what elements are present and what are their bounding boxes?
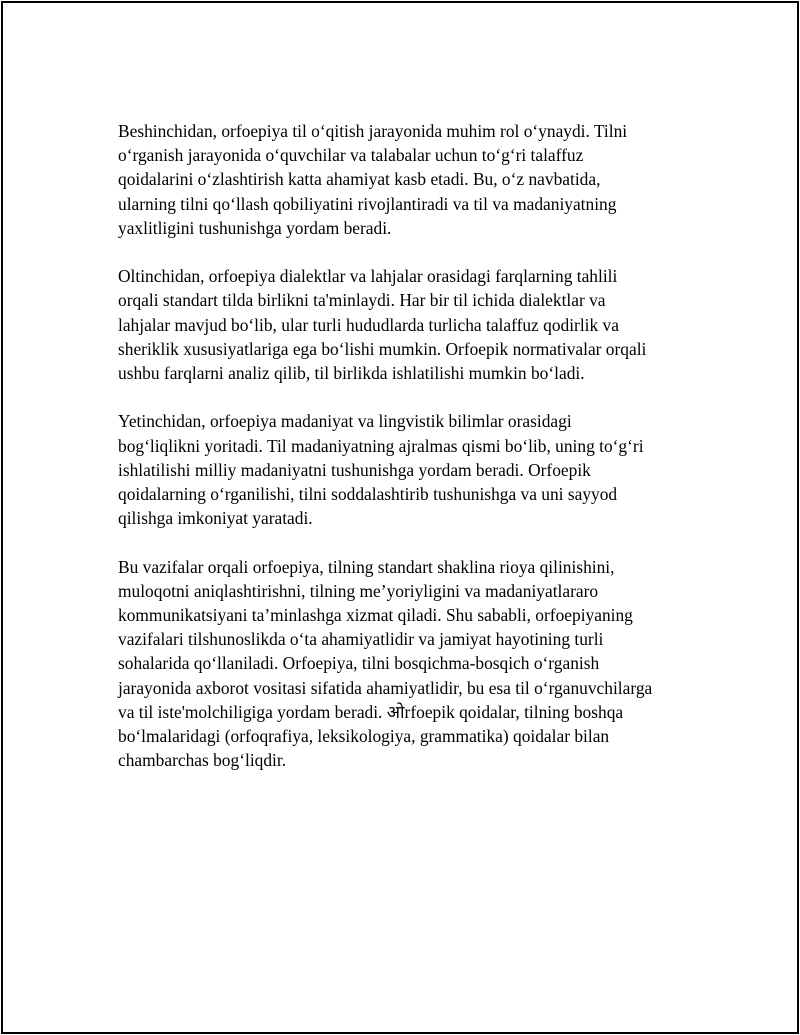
text-line: sheriklik xususiyatlariga ega boʻlishi mumkin. Orfoepik normativalar orqali	[118, 338, 647, 359]
text-line: lahjalar mavjud boʻlib, ular turli hududlarda turlicha talaffuz qodirlik va	[118, 314, 619, 335]
text-line: vazifalari tilshunoslikda oʻta ahamiyatlidir va jamiyat hayotining turli	[118, 629, 604, 650]
text-line: kommunikatsiyani ta’minlashga xizmat qiladi. Shu sababli, orfoepiyaning	[118, 605, 633, 626]
text-line: orqali standart tilda birlikni ta'minlaydi. Har bir til ichida dialektlar va	[118, 290, 606, 311]
text-line: oʻrganish jarayonida oʻquvchilar va talabalar uchun toʻgʻri talaffuz	[118, 145, 584, 166]
text-line: ularning tilni qoʻllash qobiliyatini rivojlantiradi va til va madaniyatning	[118, 193, 617, 214]
text-line: va til iste'molchiligiga yordam beradi. ओrfoepik qoidalar, tilning boshqa	[118, 701, 624, 722]
text-line: Beshinchidan, orfoepiya til oʻqitish jarayonida muhim rol oʻynaydi. Tilni	[118, 121, 628, 141]
text-line: qoidalarning oʻrganilishi, tilni soddalashtirib tushunishga va uni sayyod	[118, 484, 618, 505]
text-line: muloqotni aniqlashtirishni, tilning me’yoriyligini va madaniyatlararo	[118, 580, 599, 601]
document-body	[118, 119, 708, 797]
text-line: qilishga imkoniyat yaratadi.	[118, 508, 313, 529]
text-line: ushbu farqlarni analiz qilib, til birlikda ishlatilishi mumkin boʻladi.	[118, 363, 585, 384]
text-line: Bu vazifalar orqali orfoepiya, tilning standart shaklina rioya qilinishini,	[118, 556, 615, 577]
text-line: ishlatilishi milliy madaniyatni tushunishga yordam beradi. Orfoepik	[118, 459, 591, 480]
text-line: chambarchas bogʻliqdir.	[118, 750, 287, 771]
paragraph-1	[118, 119, 708, 240]
text-line: sohalarida qoʻllaniladi. Orfoepiya, tilni bosqichma-bosqich oʻrganish	[118, 653, 600, 674]
paragraph-3	[118, 409, 708, 530]
text-line: qoidalarini oʻzlashtirish katta ahamiyat kasb etadi. Bu, oʻz navbatida,	[118, 169, 601, 190]
paragraph-4	[118, 555, 708, 773]
text-line: Oltinchidan, orfoepiya dialektlar va lahjalar orasidagi farqlarning tahlili	[118, 266, 618, 287]
text-line: Yetinchidan, orfoepiya madaniyat va lingvistik bilimlar orasidagi	[118, 411, 572, 432]
text-line: jarayonida axborot vositasi sifatida ahamiyatlidir, bu esa til oʻrganuvchilarga	[118, 677, 653, 698]
paragraph-2	[118, 264, 708, 385]
text-line: bogʻliqlikni yoritadi. Til madaniyatning ajralmas qismi boʻlib, uning toʻgʻri	[118, 435, 644, 456]
text-line: boʻlmalaridagi (orfoqrafiya, leksikologiya, grammatika) qoidalar bilan	[118, 726, 610, 747]
text-line: yaxlitligini tushunishga yordam beradi.	[118, 217, 392, 238]
